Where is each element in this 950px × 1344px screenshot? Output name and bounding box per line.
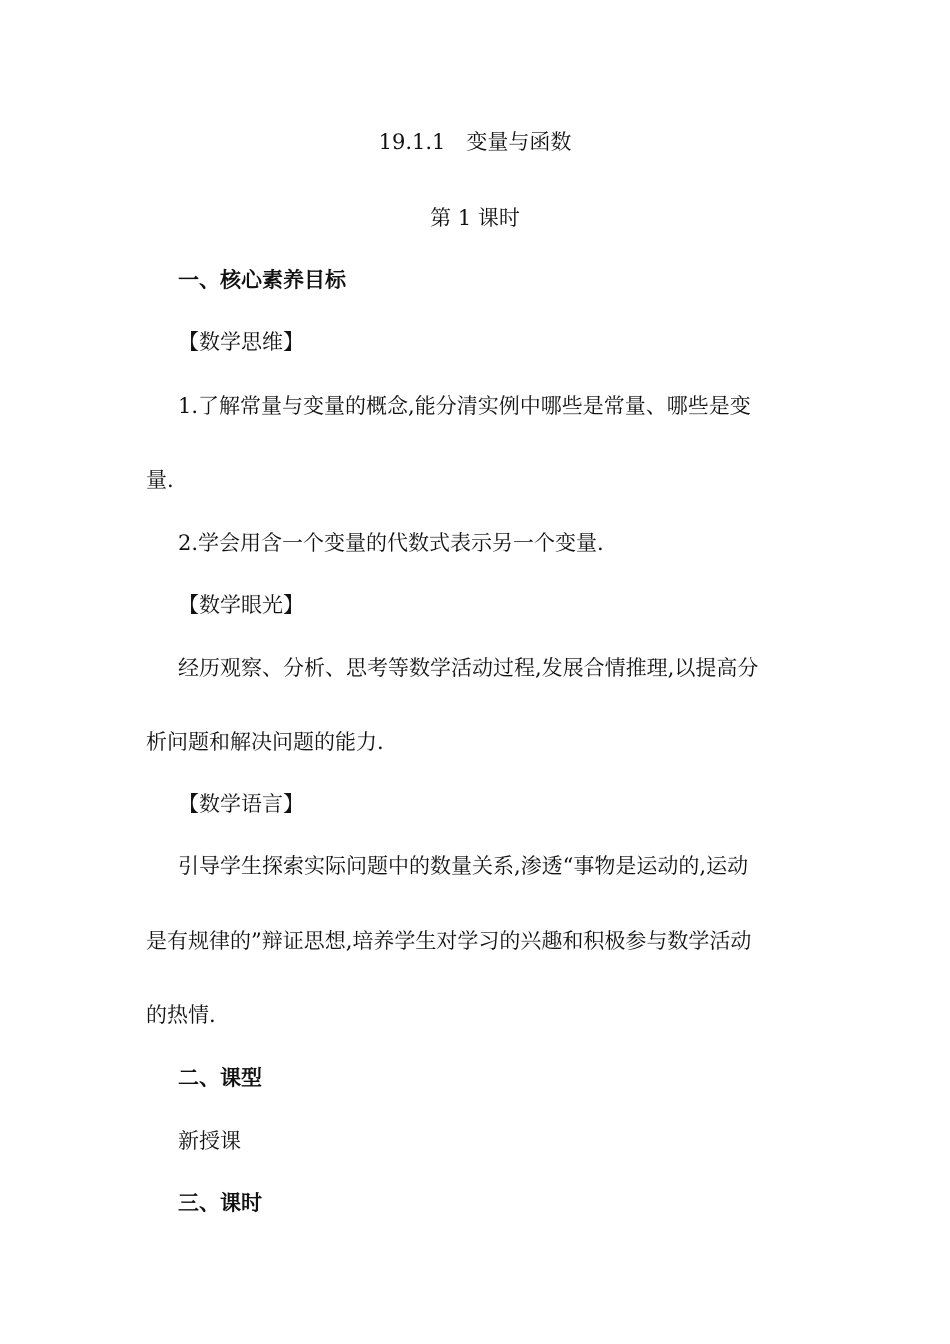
lesson-type-value: 新授课 xyxy=(178,1129,241,1153)
language-paragraph-end: 的热情. xyxy=(146,1003,216,1027)
vision-paragraph-continued: 析问题和解决问题的能力. xyxy=(146,730,384,754)
section-heading-lesson-type: 二、课型 xyxy=(178,1066,262,1090)
thinking-label: 【数学思维】 xyxy=(178,330,304,354)
section-heading-goals: 一、核心素养目标 xyxy=(178,268,346,292)
language-paragraph-continued: 是有规律的”辩证思想,培养学生对学习的兴趣和积极参与数学活动 xyxy=(146,929,752,953)
section-heading-periods: 三、课时 xyxy=(178,1191,262,1215)
language-paragraph: 引导学生探索实际问题中的数量关系,渗透“事物是运动的,运动 xyxy=(178,854,749,878)
language-label: 【数学语言】 xyxy=(178,792,304,816)
vision-paragraph: 经历观察、分析、思考等数学活动过程,发展合情推理,以提高分 xyxy=(178,656,759,680)
lesson-period: 第 1 课时 xyxy=(430,206,520,230)
thinking-item-1: 1.了解常量与变量的概念,能分清实例中哪些是常量、哪些是变 xyxy=(178,394,751,418)
document-title: 19.1.1 变量与函数 xyxy=(378,130,572,154)
thinking-item-1-continued: 量. xyxy=(146,468,174,492)
thinking-item-2: 2.学会用含一个变量的代数式表示另一个变量. xyxy=(178,531,604,555)
vision-label: 【数学眼光】 xyxy=(178,593,304,617)
